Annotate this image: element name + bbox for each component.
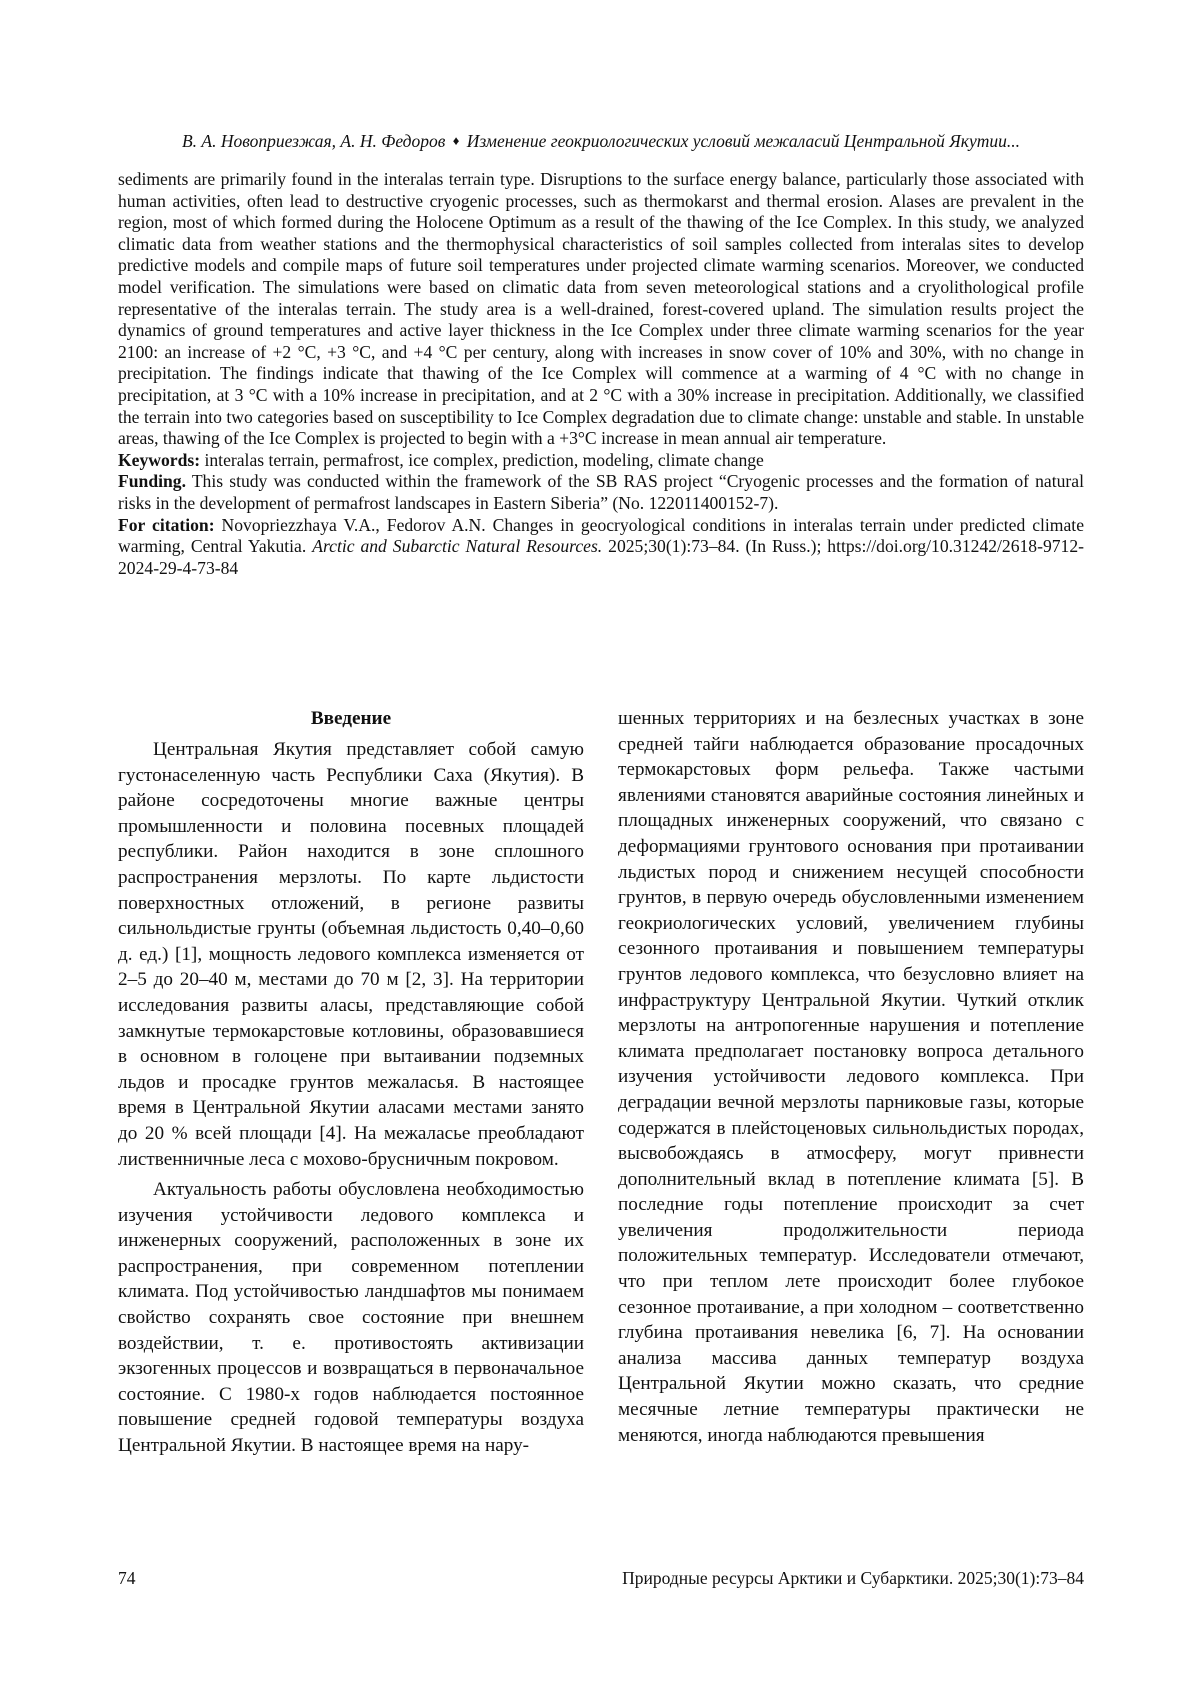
header-authors: В. А. Новоприезжая, А. Н. Федоров bbox=[181, 131, 446, 151]
citation-line bbox=[118, 515, 1084, 580]
funding-label: Funding. bbox=[118, 471, 186, 492]
funding-text: This study was conducted within the framework of the SB RAS project “Cryogenic processes and the formation of natural risks in the development of permafrost landscapes in Eastern Siberia” (No. 122011400152-7). bbox=[118, 471, 1084, 513]
body-paragraph: Актуальность работы обусловлена необходимостью изучения устойчивости ледового комплекса и инженерных сооружений, расположенных в зоне их распространения, при современном потеплении климата. Под устойчивостью ландшафтов мы понимаем свойство сохранять свое состояние при внешнем воздействии, т. е. противостоять активизации экзогенных процессов и возвращаться в первоначальное состояние. С 1980-х годов наблюдается постоянное повышение средней годовой температуры воздуха Центральной Якутии. В настоящее время на нару- bbox=[118, 1179, 584, 1457]
citation-journal: Arctic and Subarctic Natural Resources. bbox=[312, 536, 603, 557]
running-header bbox=[118, 130, 1084, 154]
right-column bbox=[618, 706, 1084, 1448]
diamond-separator-icon: ♦ bbox=[452, 133, 460, 148]
body-paragraph: шенных территориях и на безлесных участках в зоне средней тайги наблюдается образование просадочных термокарстовых форм рельефа. Также частыми явлениями становятся аварийные состояния линейных и площадных инженерных сооружений, что связано с деформациями грунтового основания при протаивании льдистых пород и снижением несущей способности грунтов, в первую очередь обусловленными изменением геокриологических условий, увеличением глубины сезонного протаивания и повышением температуры грунтов ледового комплекса, что безусловно влияет на инфраструктуру Центральной Якутии. Чуткий отклик мерзлоты на антропогенные нарушения и потепление климата предполагает постановку вопроса детального изучения устойчивости ледового комплекса. При деградации вечной мерзлоты парниковые газы, которые содержатся в плейстоценовых сильнольдистых породах, высвобождаясь в атмосферу, могут привнести дополнительный вклад в потепление климата [5]. В последние годы потепление происходит за счет увеличения продолжительности периода положительных температур. Исследователи отмечают, что при теплом лете происходит более глубокое сезонное протаивание, а при холодном – соответственно глубина протаивания невелика [6, 7]. На основании анализа массива данных температур воздуха Центральной Якутии можно сказать, что средние месячные летние температуры практически не меняются, иногда наблюдаются превышения bbox=[618, 708, 1084, 1446]
citation-authors: Novopriezzhaya V.A., Fedorov A.N. Changes in geocryological conditions in interalas terrain under predicted climate warming, Central Yakutia. bbox=[118, 514, 1084, 557]
page-number: 74 bbox=[118, 1568, 136, 1588]
keywords-text: interalas terrain, permafrost, ice complex, prediction, modeling, climate change bbox=[204, 449, 764, 470]
abstract-text: sediments are primarily found in the interalas terrain type. Disruptions to the surface energy balance, particularly those associated with human activities, often lead to destructive cryogenic processes, such as thermokarst and thermal erosion. Alases are prevalent in the region, most of which formed during the Holocene Optimum as a result of the thawing of the Ice Complex. In this study, we analyzed climatic data from weather stations and the thermophysical characteristics of soil samples collected from interalas sites to develop predictive models and compile maps of future soil temperatures under projected climate warming scenarios. Moreover, we conducted model verification. The simulations were based on climatic data from seven meteorological stations and a cryolithological profile representative of the interalas terrain. The study area is a well-drained, forest-covered upland. The simulation results project the dynamics of ground temperatures and active layer thickness in the Ice Complex under three climate warming scenarios for the year 2100: an increase of +2 °C, +3 °C, and +4 °C per century, along with increases in snow cover of 10% and 30%, with no change in precipitation. The findings indicate that thawing of the Ice Complex will commence at a warming of 4 °C with no change in precipitation, at 3 °C with a 10% increase in precipitation, and at 2 °C with a 30% increase in precipitation. Additionally, we classified the terrain into two categories based on susceptibility to Ice Complex degradation due to climate change: unstable and stable. In unstable areas, thawing of the Ice Complex is projected to begin with a +3°C increase in mean annual air temperature. bbox=[118, 169, 1084, 449]
abstract-block bbox=[118, 169, 1084, 579]
keywords-line bbox=[118, 450, 1084, 472]
citation-details: 2025;30(1):73–84. (In Russ.); https://doi.org/10.31242/2618-9712-2024-29-4-73-84 bbox=[118, 536, 1085, 578]
body-columns bbox=[118, 706, 1084, 1501]
body-paragraph: Центральная Якутия представляет собой самую густонаселенную часть Республики Саха (Якутия). В районе сосредоточены многие важные центры промышленности и половина посевных площадей республики. Район находится в зоне сплошного распространения мерзлоты. По карте льдистости поверхностных отложений, в регионе развиты сильнольдистые грунты (объемная льдистость 0,40–0,60 д. ед.) [1], мощность ледового комплекса изменяется от 2–5 до 20–40 м, местами до 70 м [2, 3]. На территории исследования развиты аласы, представляющие собой замкнутые термокарстовые котловины, образовавшиеся в основном в голоцене при вытаивании подземных льдов и просадке грунтов межаласья. В настоящее время в Центральной Якутии аласами местами занято до 20 % всей площади [4]. На межаласье преобладают лиственничные леса с мохово-брусничным покровом. bbox=[118, 739, 584, 1170]
journal-citation: Природные ресурсы Арктики и Субарктики. 2025;30(1):73–84 bbox=[622, 1568, 1084, 1588]
funding-line bbox=[118, 471, 1084, 514]
left-column bbox=[118, 706, 584, 1459]
header-article-title: Изменение геокриологических условий межаласий Центральной Якутии... bbox=[466, 131, 1020, 151]
keywords-label: Keywords: bbox=[118, 449, 201, 470]
citation-label: For citation: bbox=[118, 514, 215, 535]
section-title-introduction: Введение bbox=[310, 708, 392, 729]
